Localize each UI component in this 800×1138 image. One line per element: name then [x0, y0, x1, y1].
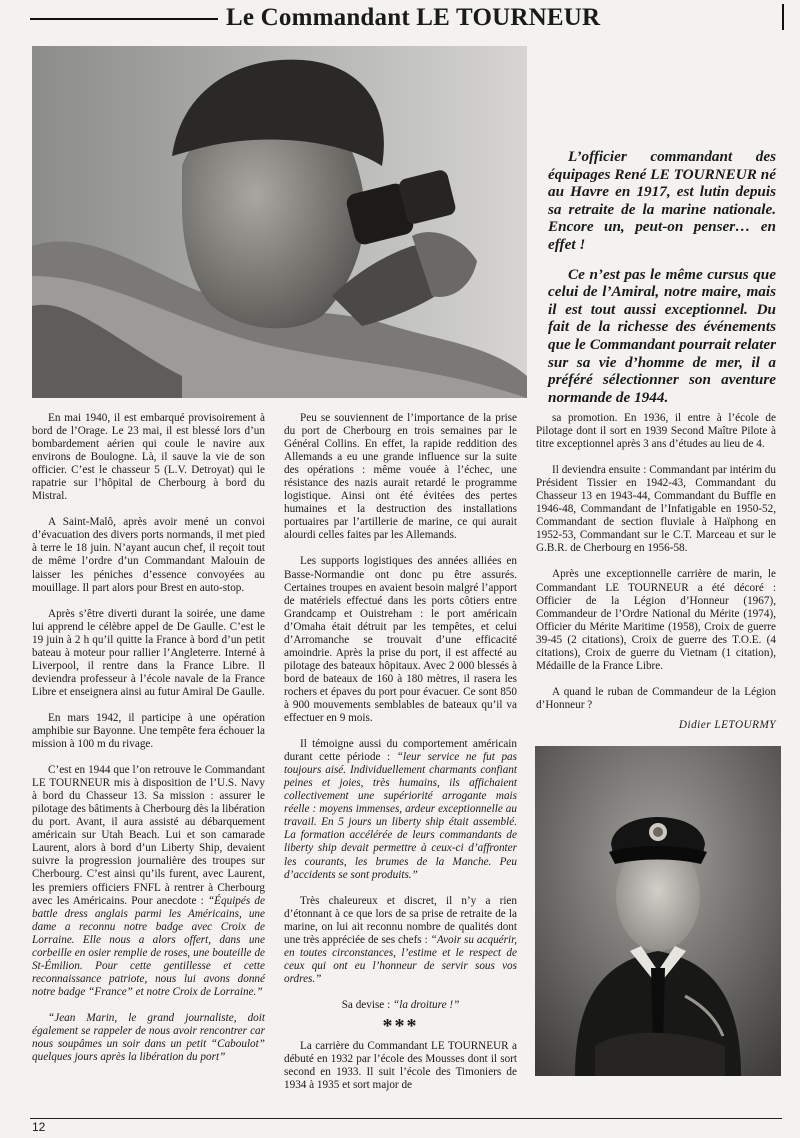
paragraph: A quand le ruban de Commandeur de la Légion d’Honneur ? — [536, 685, 776, 711]
footer-rule — [30, 1118, 782, 1119]
paragraph: Il deviendra ensuite : Commandant par intérim du Président Tissier en 1942-43, Commandant du Chasseur 13 en 1943-44, Commandant du Buffle en 1946-48, Commandant de l’Infatigable en 1950-52, Commandant de section fluviale à Haïphong en 1952-53, Commandant sur le C.T. Marceau et sur le G.B.R. de Cherbourg en 1956-58. — [536, 464, 776, 555]
motto-text: “la droiture !” — [392, 998, 460, 1011]
paragraph: En mars 1942, il participe à une opération amphibie sur Bayonne. Une tempête fera échouer la mission à 100 m du rivage. — [32, 711, 265, 751]
intro-paragraph: L’officier commandant des équipages René LE TOURNEUR né au Havre en 1917, est lutin depuis sa retraite de la marine nationale. Encore un, peut-on penser… en effet ! — [548, 148, 776, 253]
paragraph-text: Très chaleureux et discret, il n’y a rien d’étonnant à ce que lors de sa prise de retraite de la marine, on lui ait reconnu nombre de qualités dont une très appréciée de ses chefs : — [284, 894, 517, 946]
portrait-photo — [535, 746, 781, 1076]
paragraph: En mai 1940, il est embarqué provisoirement à bord de l’Orage. Le 23 mai, il est blessé lors d’un bombardement aérien qui coule le navire aux environs de Boulogne. Là, il sauve la vie de son officier. C’est le chasseur 5 (L.V. Detroyat) qui le rapatrie sur l’hôpital de Cherbourg à bord du Mistral. — [32, 412, 265, 503]
text-column-1 — [32, 412, 265, 1077]
header-rule — [30, 18, 218, 20]
section-separator: *** — [382, 1014, 419, 1037]
quote: “Avoir su acquérir, en toutes circonstances, l’estime et le respect de ceux qui ont eu l’honneur de servir sous vos ordres.” — [284, 933, 517, 985]
intro-paragraph: Ce n’est pas le même cursus que celui de l’Amiral, notre maire, mais il est tout aussi exceptionnel. Du fait de la richesse des événements que le Commandant pourrait relater sur sa vie d’homme de mer, il a préféré sélectionner son aventure normande de 1944. — [548, 265, 776, 406]
paragraph — [32, 764, 265, 999]
text-column-2 — [284, 412, 517, 1105]
article-title: Le Commandant LE TOURNEUR — [226, 4, 601, 31]
paragraph: Après s’être diverti durant la soirée, une dame lui apprend le célèbre appel de De Gaulle. C’est le 19 juin à 2 h qu’il quitte la France à bord d’un petit bateau à moteur pour rallier l’Angleterre. Interné à Liverpool, il rentre dans la France Libre. Il deviendra professeur à l’école navale de la France Libre et enseignera ainsi au futur Amiral De Gaulle. — [32, 607, 265, 698]
paragraph: A Saint-Malô, après avoir mené un convoi d’évacuation des divers ports normands, il met pied à terre le 18 juin. N’ayant aucun chef, il reçoit tout de même l’ordre d’un Commandant Malouin de laisser les péniches d’essence convoyées au mouillage. Il part alors pour Brest en auto-stop. — [32, 516, 265, 594]
paragraph-text: C’est en 1944 que l’on retrouve le Commandant LE TOURNEUR mis à disposition de l’U.S. Navy à bord du Chasseur 13. Sa mission : assurer le pilotage des bâtiments à Cherbourg dès la libération du port. Avant, il aura assisté au débarquement américain sur Utah Beach. Lui et son camarade Laurent, alors à bord d’un Liberty Ship, devaient suivre la progression journalière des troupes sur Cherbourg. C’est ainsi qu’ils furent, avec Laurent, les premiers officiers FNFL à rentrer à Cherbourg avec les Américains. Pour anecdote : — [32, 764, 265, 907]
paragraph: La carrière du Commandant LE TOURNEUR a débuté en 1932 par l’école des Mousses dont il sort second en 1933. Il suit l’école des Timoniers de 1934 à 1935 et sort major de — [284, 1039, 517, 1092]
paragraph — [284, 895, 517, 986]
text-column-3 — [536, 412, 776, 745]
quote: “Équipés de battle dress anglais parmi les Américains, une dame a reconnu notre badge avec Croix de Lorraine. Elle nous a alors offert, dans une corbeille en osier remplie de roses, une bouteille de St-Émilion. Pour cette gentillesse et cette reconnaissance patriote, nous lui avons donné notre badge “France” et notre Croix de Lorraine.” — [32, 894, 265, 998]
quote: “leur service ne fut pas toujours aisé. Individuellement charmants confiant peines et joies, très humains, ils affichaient collectivement une supériorité arrogante mais réelle : moyens immenses, ardeur exceptionnelle au travail. En 5 jours un liberty ship était assemblé. La formation accélérée de leurs commandants de liberty ship devait permettre à ceux-ci d’affronter les courants, les brumes de la Manche. Peu d’accidents se sont produits.” — [284, 751, 517, 881]
intro-lead — [548, 148, 776, 418]
header-vertical-rule — [782, 4, 784, 30]
paragraph: Les supports logistiques des années alliées en Basse-Normandie ont donc pu être assurés. Certaines troupes en avaient besoin malgré l’apport de matériels effectué dans les ports côtiers entre Grandcamp et Ouistreham : le port américain d’Omaha était détruit par les tempêtes, et celui d’Arromanche se trouvait d’une efficacité amoindrie. Après la prise du port, il est affecté au pilotage des bateaux hôpitaux. Avec 2 000 blessés à bord de bateaux de 160 à 180 mètres, il rasera les rochers et épaves du port pour évacuer. Ce sont 850 à 900 mouvements semblables de bateaux qu’il va effectuer en 9 mois. — [284, 555, 517, 725]
motto — [284, 999, 517, 1012]
paragraph: sa promotion. En 1936, il entre à l’école de Pilotage dont il sort en 1939 Second Maître Pilote à titre exceptionnel après 3 ans d’études au lieu de 4. — [536, 412, 776, 451]
paragraph — [284, 738, 517, 882]
photo-binoculars — [32, 46, 527, 398]
paragraph: Peu se souviennent de l’importance de la prise du port de Cherbourg en trois semaines par le Général Collins. En effet, la rapide reddition des Allemands a eu une grande influence sur la suite des opérations : même vouée à l’échec, une résistance des nazis aurait retardé le programme logistique. Ainsi ont été évitées des pertes humaines et la destruction des installations portuaires par l’artillerie de marine, ce qui aurait alourdi celles faites par les Allemands. — [284, 412, 517, 542]
paragraph-text: Il témoigne aussi du comportement américain durant cette période : — [284, 738, 517, 764]
page-number: 12 — [32, 1120, 46, 1134]
quote-paragraph: “Jean Marin, le grand journaliste, doit également se rappeler de nous avoir rencontrer car nous soupâmes un soir dans un petit “Caboulot” quelques jours après la libération du port” — [32, 1011, 265, 1064]
author-signature: Didier LETOURMY — [678, 718, 776, 731]
motto-label: Sa devise : — [341, 998, 393, 1011]
paragraph: Après une exceptionnelle carrière de marin, le Commandant LE TOURNEUR a été décoré : Officier de la Légion d’Honneur (1967), Commandeur de l’Ordre National du Mérite (1974), Officier du Mérite Maritime (1958), Croix de guerre 39-45 (2 citations), Croix de guerre des T.O.E. (4 citations), Croix de guerre du Vietnam (1 citation), Médaille de la France Libre. — [536, 568, 776, 672]
